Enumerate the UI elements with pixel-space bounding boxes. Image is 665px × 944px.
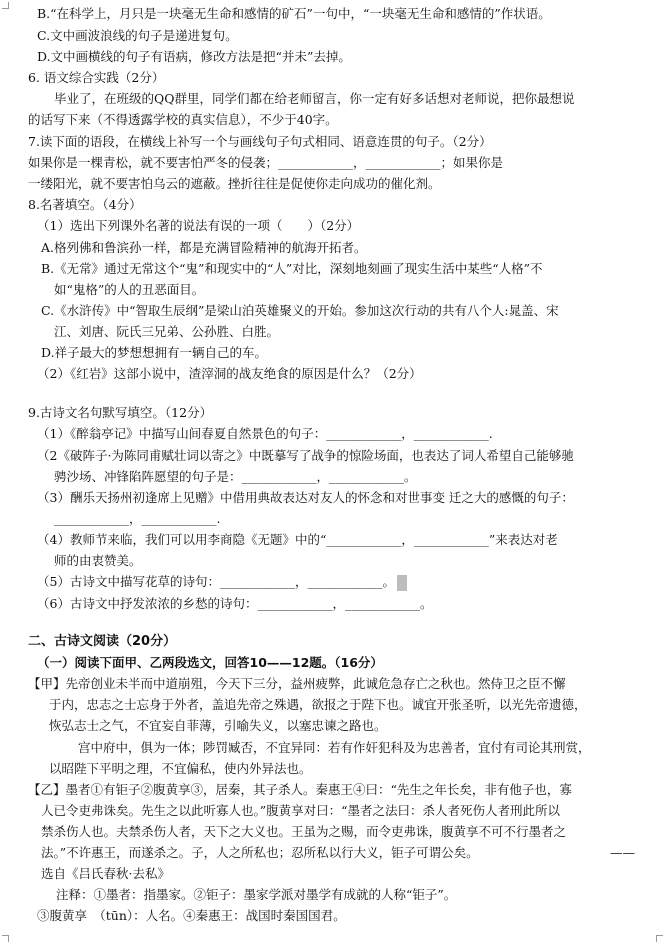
q9-item2-line2: 骋沙场、冲锋陷阵愿望的句子是：____________，____________。 [54,469,417,484]
q8-option-b-line2: 如“鬼格”的人的丑恶面目。 [54,282,205,297]
passage-jia-line5: 以昭陛下平明之理，不宜偏私，使内外异法也。 [49,761,312,776]
passage-yi-line2: 人已令吏弗诛矣。先生之以此听寡人也。”腹黄享对曰：“墨者之法曰：杀人者死伤人者刑此所以 [41,803,561,818]
q8-sub2: （2）《红岩》这部小说中，渣滓洞的战友绝食的原因是什么？（2分） [37,366,422,381]
passage-jia-line1: 【甲】先帝创业未半而中道崩殂，今天下三分，益州疲弊，此诚危急存亡之秋也。然侍卫之臣不懈 [28,676,566,691]
q7-title: 7.读下面的语段，在横线上补写一个与画线句子句式相同、语意连贯的句子。（2分） [28,134,492,149]
q8-sub1: （1）选出下列课外名著的说法有误的一项（ ）（2分） [37,218,360,233]
q9-title: 9.古诗文名句默写填空。（12分） [28,405,213,420]
passage-yi-line1: 【乙】墨者①有钜子②腹黄享③，居秦，其子杀人。秦惠王④曰：“先生之年长矣，非有他子也，寡 [28,782,572,797]
crop-mark-bottom-right [656,935,663,942]
q8-option-c-line2: 江、刘唐、阮氏三兄弟、公孙胜、白胜。 [54,324,280,339]
passage-jia-line4: 宫中府中，俱为一体；陟罚臧否，不宜异同：若有作奸犯科及为忠善者，宜付有司论其刑赏， [78,740,591,755]
q8-option-d: D.祥子最大的梦想想拥有一辆自己的车。 [41,345,268,360]
passage-yi-line4: 法。”不许惠王，而遂杀之。子，人之所私也；忍所私以行大义，钜子可谓公矣。 [41,845,479,860]
passage-yi-line3: 禁杀伤人也。夫禁杀伤人者，天下之大义也。王虽为之赐，而令吏弗诛，腹黄享不可不行墨者之 [41,824,567,839]
reading-1-instruction: （一）阅读下面甲、乙两段选文，回答10——12题。（16分） [37,655,383,670]
q6-text-line1: 毕业了，在班级的QQ群里，同学们都在给老师留言，你一定有好多话想对老师说，把你最想说 [54,91,575,106]
q7-text-line2: 一缕阳光，就不要害怕乌云的遮蔽。挫折往往是促使你走向成功的催化剂。 [28,176,441,191]
q9-item3-line1: （3）酬乐天扬州初逢席上见赠》中借用典故表达对友人的怀念和对世事变 迁之大的感慨的句子： [37,490,574,505]
cursor-mark [397,575,407,591]
q9-item6: （6）古诗文中抒发浓浓的乡愁的诗句：____________，____________。 [37,596,433,611]
passage-yi-dash: —— [610,845,635,860]
q6-text-line2: 的话写下来（不得透露学校的真实信息），不少于40字。 [28,112,338,127]
q8-option-b-line1: B.《无常》通过无常这个“鬼”和现实中的“人”对比，深刻地刻画了现实生活中某些“人格”不 [41,261,543,276]
q8-option-a: A.格列佛和鲁滨孙一样，都是充满冒险精神的航海开拓者。 [41,240,367,255]
crop-mark-bottom-left [2,935,9,942]
section-2-heading: 二、古诗文阅读（20分） [28,634,177,649]
q5-option-c: C.文中画波浪线的句子是递进复句。 [37,28,238,43]
annotation-line1: 注释：①墨者：指墨家。②钜子：墨家学派对墨学有成就的人称“钜子”。 [56,887,457,902]
q5-option-d: D.文中画横线的句子有语病，修改方法是把“并未”去掉。 [37,49,351,64]
q8-option-c-line1: C.《水浒传》中“智取生辰纲”是梁山泊英雄聚义的开始。参加这次行动的共有八个人:晁盖、宋 [41,303,559,318]
crop-mark-top-left [2,2,9,9]
q9-item3-line2: ____________，____________. [54,511,221,526]
q5-option-b: B.“在科学上，月只是一块毫无生命和感情的矿石”一句中，“一块毫无生命和感情的”作状语。 [37,6,551,21]
passage-jia-line2: 于内，忠志之士忘身于外者，盖追先帝之殊遇，欲报之于陛下也。诚宜开张圣听，以光先帝遗德， [49,697,587,712]
q9-item4-line1: （4）教师节来临，我们可以用李商隐《无题》中的“____________，____________”来表达对老 [37,532,558,547]
q9-item4-line2: 师的由衷赞美。 [54,553,142,568]
q9-item1: （1）《醉翁亭记》中描写山间春夏自然景色的句子：____________，____________. [37,426,493,441]
q6-title: 6. 语文综合实践（2分） [28,70,165,85]
passage-yi-source: 选自《吕氏春秋·去私》 [41,866,170,881]
q9-item5: （5）古诗文中描写花草的诗句：____________，____________。 [37,574,407,591]
q8-title: 8.名著填空。（4分） [28,197,142,212]
q7-text-line1: 如果你是一棵青松，就不要害怕严冬的侵袭；____________，____________；如果你是 [28,155,504,170]
passage-jia-line3: 恢弘志士之气，不宜妄自菲薄，引喻失义，以塞忠谏之路也。 [49,718,387,733]
q9-item2-line1: （2《破阵子·为陈同甫赋壮词以寄之》中既摹写了战争的惊险场面，也表达了词人希望自己能够驰 [37,448,574,463]
annotation-line2: ③腹黄享 （tūn）：人名。④秦惠王：战国时秦国国君。 [37,908,346,923]
